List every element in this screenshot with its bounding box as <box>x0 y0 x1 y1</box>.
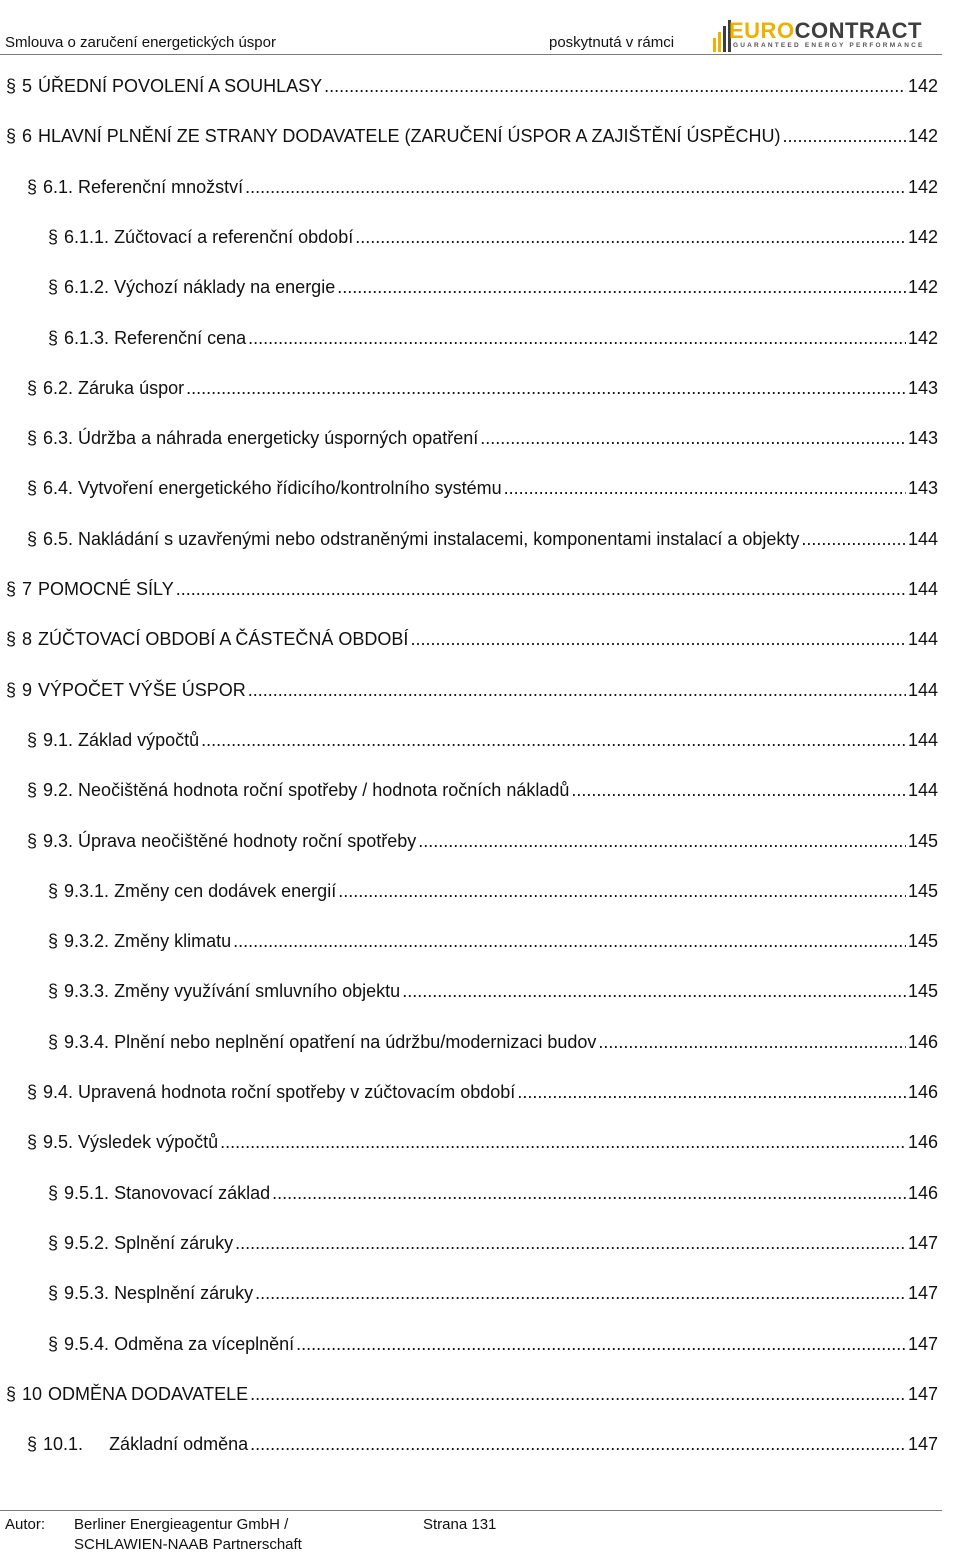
toc-entry[interactable] <box>6 680 938 704</box>
section-symbol: § <box>48 981 59 1001</box>
toc-entry[interactable] <box>6 579 938 603</box>
toc-entry-number: 9.5.2. <box>64 1233 110 1253</box>
toc-dot-leader <box>272 1183 906 1204</box>
section-symbol: § <box>27 780 38 800</box>
toc-dot-leader <box>517 1082 906 1103</box>
toc-entry[interactable] <box>6 126 938 150</box>
toc-entry-number: 9 <box>22 680 33 700</box>
toc-entry-title: Úprava neočištěné hodnoty roční spotřeby <box>78 831 417 851</box>
toc-entry[interactable] <box>27 1082 938 1106</box>
toc-entry-number: 6.1.2. <box>64 277 110 297</box>
toc-entry-page: 145 <box>907 981 938 1001</box>
footer-author-line1: Berliner Energieagentur GmbH / <box>74 1516 289 1533</box>
toc-dot-leader <box>410 629 906 650</box>
section-symbol: § <box>48 1334 59 1354</box>
toc-entry-title: ZÚČTOVACÍ OBDOBÍ A ČÁSTEČNÁ OBDOBÍ <box>38 629 409 649</box>
toc-dot-leader <box>201 730 906 751</box>
toc-entry-title: Referenční cena <box>114 328 247 348</box>
section-symbol: § <box>48 227 59 247</box>
toc-entry-title: Nesplnění záruky <box>114 1283 254 1303</box>
toc-entry[interactable] <box>6 629 938 653</box>
toc-entry[interactable] <box>27 1132 938 1156</box>
toc-entry[interactable] <box>27 428 938 452</box>
footer-rule <box>0 1510 942 1511</box>
toc-entry-number: 9.2. <box>43 780 74 800</box>
toc-entry-number: 10.1. <box>43 1434 84 1454</box>
toc-entry-title: Stanovovací základ <box>114 1183 271 1203</box>
toc-entry-page: 142 <box>907 227 938 247</box>
header-subtitle: poskytnutá v rámci <box>549 34 675 51</box>
section-symbol: § <box>6 629 17 649</box>
eurocontract-logo <box>712 18 940 52</box>
toc-dot-leader <box>338 881 906 902</box>
toc-entry[interactable] <box>48 1233 938 1257</box>
section-symbol: § <box>48 328 59 348</box>
toc-dot-leader <box>504 478 906 499</box>
toc-entry-number: 6.1.1. <box>64 227 110 247</box>
section-symbol: § <box>27 730 38 750</box>
toc-dot-leader <box>250 1434 906 1455</box>
toc-entry-title: Splnění záruky <box>114 1233 234 1253</box>
toc-entry-number: 7 <box>22 579 33 599</box>
toc-entry-page: 145 <box>907 881 938 901</box>
toc-entry-number: 9.3. <box>43 831 74 851</box>
toc-entry-page: 145 <box>907 831 938 851</box>
toc-dot-leader <box>248 680 906 701</box>
toc-entry-number: 6.1.3. <box>64 328 110 348</box>
section-symbol: § <box>6 1384 17 1404</box>
toc-entry-title: HLAVNÍ PLNĚNÍ ZE STRANY DODAVATELE (ZARUČENÍ ÚSPOR A ZAJIŠTĚNÍ ÚSPĚCHU) <box>38 126 781 146</box>
section-symbol: § <box>27 831 38 851</box>
section-symbol: § <box>27 1082 38 1102</box>
toc-entry[interactable] <box>27 831 938 855</box>
toc-entry-number: 6 <box>22 126 33 146</box>
toc-dot-leader <box>402 981 906 1002</box>
toc-dot-leader <box>235 1233 906 1254</box>
toc-entry-number: 10 <box>22 1384 43 1404</box>
section-symbol: § <box>48 1183 59 1203</box>
toc-entry-number: 6.3. <box>43 428 74 448</box>
toc-dot-leader <box>801 529 906 550</box>
toc-entry-page: 143 <box>907 378 938 398</box>
section-symbol: § <box>48 1032 59 1052</box>
toc-entry-page: 147 <box>907 1334 938 1354</box>
toc-entry-page: 144 <box>907 579 938 599</box>
toc-entry-page: 142 <box>907 328 938 348</box>
section-symbol: § <box>48 931 59 951</box>
toc-entry-number: 9.5.4. <box>64 1334 110 1354</box>
toc-entry-title: Vytvoření energetického řídicího/kontrolního systému <box>78 478 502 498</box>
toc-entry-title: Výchozí náklady na energie <box>114 277 336 297</box>
toc-dot-leader <box>480 428 906 449</box>
toc-entry[interactable] <box>48 1283 938 1307</box>
section-symbol: § <box>48 277 59 297</box>
logo-tagline: GUARANTEED ENERGY PERFORMANCE <box>733 42 925 49</box>
toc-entry-page: 143 <box>907 428 938 448</box>
toc-entry-title: Výsledek výpočtů <box>78 1132 219 1152</box>
toc-entry-title: Referenční množství <box>78 177 244 197</box>
toc-dot-leader <box>220 1132 906 1153</box>
toc-entry[interactable] <box>48 881 938 905</box>
section-symbol: § <box>48 1233 59 1253</box>
toc-entry-number: 6.4. <box>43 478 74 498</box>
section-symbol: § <box>27 529 38 549</box>
toc-entry-number: 9.1. <box>43 730 74 750</box>
toc-entry-number: 9.4. <box>43 1082 74 1102</box>
toc-entry-number: 8 <box>22 629 33 649</box>
header-rule <box>0 54 942 55</box>
toc-entry-page: 142 <box>907 76 938 96</box>
toc-entry-number: 6.1. <box>43 177 74 197</box>
toc-entry-title: ÚŘEDNÍ POVOLENÍ A SOUHLASY <box>38 76 323 96</box>
toc-entry-number: 9.3.3. <box>64 981 110 1001</box>
toc-entry[interactable] <box>6 1384 938 1408</box>
footer-author-line2: SCHLAWIEN-NAAB Partnerschaft <box>74 1536 302 1553</box>
toc-entry[interactable] <box>48 1032 938 1056</box>
toc-dot-leader <box>233 931 906 952</box>
toc-entry-page: 146 <box>907 1032 938 1052</box>
toc-entry[interactable] <box>48 1183 938 1207</box>
toc-entry-number: 9.3.4. <box>64 1032 110 1052</box>
logo-wordmark-contract: CONTRACT <box>794 18 922 43</box>
toc-entry-number: 5 <box>22 76 33 96</box>
toc-entry-page: 144 <box>907 629 938 649</box>
toc-entry[interactable] <box>27 478 938 502</box>
toc-entry-title: Základ výpočtů <box>78 730 200 750</box>
toc-entry-title: Změny cen dodávek energií <box>114 881 337 901</box>
toc-entry[interactable] <box>27 730 938 754</box>
toc-entry-title: Nakládání s uzavřenými nebo odstraněnými instalacemi, komponentami instalací a objekty <box>78 529 800 549</box>
section-symbol: § <box>6 579 17 599</box>
toc-entry-title: VÝPOČET VÝŠE ÚSPOR <box>38 680 246 700</box>
toc-entry-title: Základní odměna <box>109 1434 249 1454</box>
toc-dot-leader <box>571 780 906 801</box>
toc-dot-leader <box>245 177 906 198</box>
toc-entry[interactable] <box>48 981 938 1005</box>
section-symbol: § <box>27 177 38 197</box>
toc-dot-leader <box>324 76 906 97</box>
toc-entry[interactable] <box>27 1434 938 1458</box>
toc-entry-page: 147 <box>907 1434 938 1454</box>
toc-entry[interactable] <box>27 780 938 804</box>
toc-entry-page: 145 <box>907 931 938 951</box>
section-symbol: § <box>6 680 17 700</box>
toc-dot-leader <box>418 831 906 852</box>
section-symbol: § <box>27 1434 38 1454</box>
toc-entry[interactable] <box>48 1334 938 1358</box>
toc-entry-title: Údržba a náhrada energeticky úsporných opatření <box>78 428 479 448</box>
toc-entry-page: 147 <box>907 1384 938 1404</box>
toc-entry-number: 6.2. <box>43 378 74 398</box>
toc-entry-page: 144 <box>907 680 938 700</box>
toc-dot-leader <box>248 328 906 349</box>
toc-entry-title: Záruka úspor <box>78 378 185 398</box>
section-symbol: § <box>6 126 17 146</box>
toc-entry[interactable] <box>27 177 938 201</box>
toc-entry-number: 9.5. <box>43 1132 74 1152</box>
page-header <box>0 0 960 55</box>
toc-dot-leader <box>176 579 906 600</box>
toc-entry-number: 9.3.1. <box>64 881 110 901</box>
toc-entry-page: 147 <box>907 1283 938 1303</box>
header-title: Smlouva o zaručení energetických úspor <box>5 34 276 51</box>
section-symbol: § <box>27 378 38 398</box>
toc-entry-page: 144 <box>907 529 938 549</box>
toc-entry[interactable] <box>6 76 938 100</box>
section-symbol: § <box>27 1132 38 1152</box>
toc-entry-page: 146 <box>907 1132 938 1152</box>
toc-entry[interactable] <box>27 378 938 402</box>
section-symbol: § <box>27 478 38 498</box>
toc-entry-page: 142 <box>907 126 938 146</box>
toc-entry-number: 9.3.2. <box>64 931 110 951</box>
section-symbol: § <box>48 881 59 901</box>
footer-author-label: Autor: <box>5 1516 46 1533</box>
toc-entry-page: 144 <box>907 780 938 800</box>
toc-entry-page: 144 <box>907 730 938 750</box>
toc-entry-number: 6.5. <box>43 529 74 549</box>
toc-entry[interactable] <box>48 277 938 301</box>
toc-entry-page: 146 <box>907 1082 938 1102</box>
toc-entry[interactable] <box>27 529 938 553</box>
toc-dot-leader <box>296 1334 906 1355</box>
toc-entry-title: Plnění nebo neplnění opatření na údržbu/modernizaci budov <box>114 1032 597 1052</box>
toc-entry-page: 142 <box>907 277 938 297</box>
toc-dot-leader <box>255 1283 906 1304</box>
toc-entry-title: POMOCNÉ SÍLY <box>38 579 174 599</box>
logo-wordmark <box>729 18 922 44</box>
toc-entry-title: Neočištěná hodnota roční spotřeby / hodnota ročních nákladů <box>78 780 570 800</box>
toc-entry-title: Odměna za víceplnění <box>114 1334 295 1354</box>
toc-entry-page: 143 <box>907 478 938 498</box>
toc-entry-title: Změny klimatu <box>114 931 232 951</box>
footer-page-number: Strana 131 <box>423 1516 497 1533</box>
toc-entry-page: 146 <box>907 1183 938 1203</box>
toc-dot-leader <box>186 378 906 399</box>
toc-entry-number: 9.5.1. <box>64 1183 110 1203</box>
logo-wordmark-euro: EURO <box>729 18 795 43</box>
toc-entry[interactable] <box>48 931 938 955</box>
toc-entry[interactable] <box>48 328 938 352</box>
toc-dot-leader <box>337 277 906 298</box>
section-symbol: § <box>6 76 17 96</box>
toc-entry-title: Změny využívání smluvního objektu <box>114 981 401 1001</box>
toc-entry-title: ODMĚNA DODAVATELE <box>48 1384 249 1404</box>
toc-entry-page: 147 <box>907 1233 938 1253</box>
toc-entry-title: Upravená hodnota roční spotřeby v zúčtovacím období <box>78 1082 516 1102</box>
toc-dot-leader <box>598 1032 906 1053</box>
toc-entry-page: 142 <box>907 177 938 197</box>
section-symbol: § <box>48 1283 59 1303</box>
toc-dot-leader <box>250 1384 906 1405</box>
toc-entry-number: 9.5.3. <box>64 1283 110 1303</box>
toc-dot-leader <box>355 227 906 248</box>
toc-dot-leader <box>783 126 906 147</box>
toc-entry[interactable] <box>48 227 938 251</box>
page-footer <box>0 1510 960 1553</box>
toc-entry-title: Zúčtovací a referenční období <box>114 227 354 247</box>
section-symbol: § <box>27 428 38 448</box>
